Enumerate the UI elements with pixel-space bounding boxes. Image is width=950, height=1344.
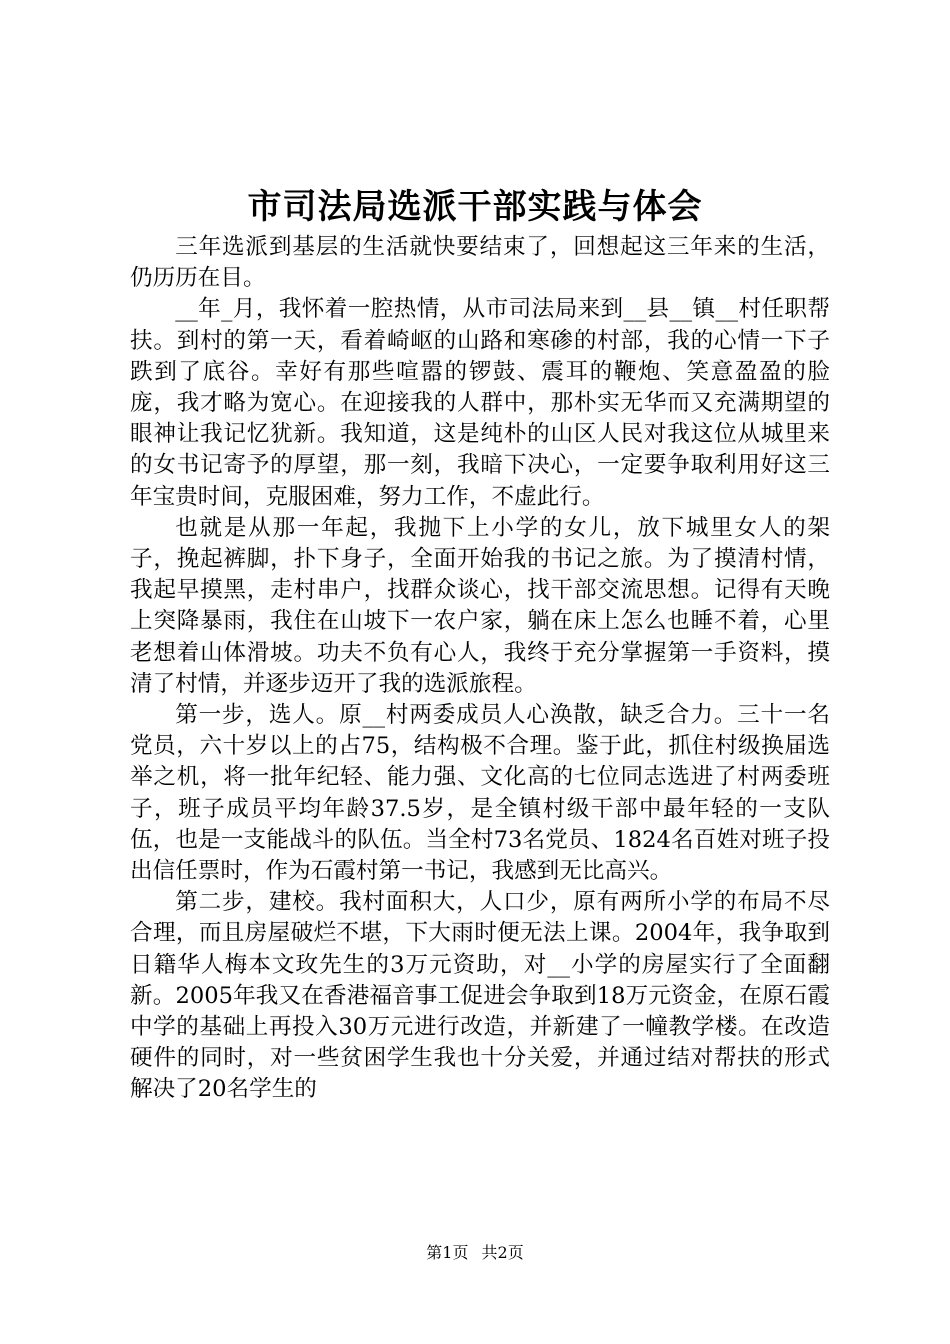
page-footer: [0, 1242, 950, 1264]
paragraph: 也就是从那一年起，我抛下上小学的女儿，放下城里女人的架子，挽起裤脚，扑下身子，全面开始我的书记之旅。为了摸清村情，我起早摸黑，走村串户，找群众谈心，找干部交流思想。记得有天晚上突降暴雨，我住在山坡下一农户家，躺在床上怎么也睡不着，心里老想着山体滑坡。功夫不负有心人，我终于充分掌握第一手资料，摸清了村情，并逐步迈开了我的选派旅程。: [130, 514, 830, 697]
page-number: 第1页: [426, 1243, 469, 1262]
paragraph: 第二步，建校。我村面积大，人口少，原有两所小学的布局不尽合理，而且房屋破烂不堪，下大雨时便无法上课。2004年，我争取到日籍华人梅本文玫先生的3万元资助，对__小学的房屋实行了全面翻新。2005年我又在香港福音事工促进会争取到18万元资金，在原石霞中学的基础上再投入30万元进行改造，并新建了一幢教学楼。在改造硬件的同时，对一些贫困学生我也十分关爱，并通过结对帮扶的形式解决了20名学生的: [130, 889, 830, 1103]
paragraph: 第一步，选人。原__村两委成员人心涣散，缺乏合力。三十一名党员，六十岁以上的占75，结构极不合理。鉴于此，抓住村级换届选举之机，将一批年纪轻、能力强、文化高的七位同志选进了村两委班子，班子成员平均年龄37.5岁，是全镇村级干部中最年轻的一支队伍，也是一支能战斗的队伍。当全村73名党员、1824名百姓对班子投出信任票时，作为石霞村第一书记，我感到无比高兴。: [130, 702, 830, 885]
paragraph: 三年选派到基层的生活就快要结束了，回想起这三年来的生活，仍历历在目。: [130, 234, 830, 292]
page-total: 共2页: [481, 1243, 524, 1262]
paragraph: __年_月，我怀着一腔热情，从市司法局来到__县__镇__村任职帮扶。到村的第一天，看着崎岖的山路和寒碜的村部，我的心情一下子跌到了底谷。幸好有那些喧嚣的锣鼓、震耳的鞭炮、笑意盈盈的脸庞，我才略为宽心。在迎接我的人群中，那朴实无华而又充满期望的眼神让我记忆犹新。我知道，这是纯朴的山区人民对我这位从城里来的女书记寄予的厚望，那一刻，我暗下决心，一定要争取利用好这三年宝贵时间，克服困难，努力工作，不虚此行。: [130, 296, 830, 510]
document-body: [130, 232, 830, 1106]
document-title: 市司法局选派干部实践与体会: [247, 187, 703, 227]
